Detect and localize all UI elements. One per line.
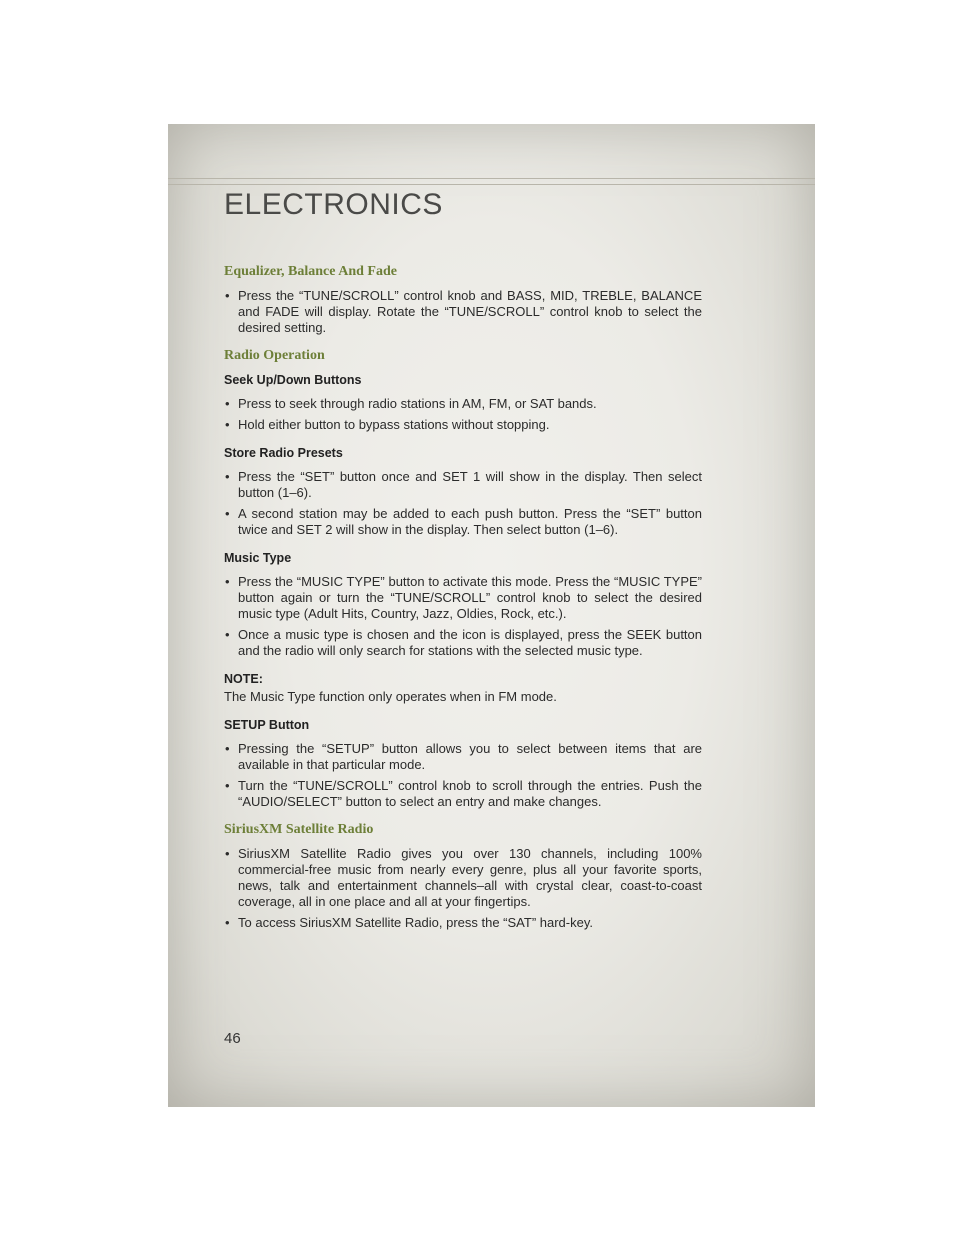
- note-block: [224, 671, 702, 705]
- page-number: 46: [224, 1030, 241, 1047]
- seek-list: [224, 396, 702, 433]
- list-item: • Pressing the “SETUP” button allows you to select between items that are available in that particular mode.: [224, 741, 702, 773]
- list-item: • A second station may be added to each push button. Press the “SET” button twice and SET 2 will show in the display. Then select button (1–6).: [224, 506, 702, 538]
- list-item: • Press the “MUSIC TYPE” button to activate this mode. Press the “MUSIC TYPE” button again or turn the “TUNE/SCROLL” control knob to select the desired music type (Adult Hits, Country, Jazz, Oldies, Rock, etc.).: [224, 574, 702, 622]
- note-label: NOTE:: [224, 672, 263, 686]
- page-title: ELECTRONICS: [224, 188, 443, 221]
- list-item: • Turn the “TUNE/SCROLL” control knob to scroll through the entries. Push the “AUDIO/SELECT” button to select an entry and make changes.: [224, 778, 702, 810]
- music-type-list: [224, 574, 702, 659]
- equalizer-list: [224, 288, 702, 336]
- header-rule-top: [168, 178, 815, 179]
- sub-heading-seek: Seek Up/Down Buttons: [224, 373, 362, 387]
- list-item: • SiriusXM Satellite Radio gives you over 130 channels, including 100% commercial-free music from nearly every genre, plus all your favorite sports, news, talk and entertainment channels–all with crystal clear, coast-to-coast coverage, all in one place and all at your fingertips.: [224, 846, 702, 910]
- siriusxm-list: [224, 846, 702, 931]
- setup-list: [224, 741, 702, 810]
- list-item: • To access SiriusXM Satellite Radio, press the “SAT” hard-key.: [224, 915, 702, 931]
- note-text: The Music Type function only operates when in FM mode.: [224, 689, 557, 704]
- sub-heading-music-type: Music Type: [224, 551, 292, 565]
- section-heading-radio-operation: Radio Operation: [224, 348, 325, 363]
- sub-heading-setup: SETUP Button: [224, 718, 310, 732]
- list-item: • Once a music type is chosen and the icon is displayed, press the SEEK button and the radio will only search for stations with the selected music type.: [224, 627, 702, 659]
- section-heading-siriusxm: SiriusXM Satellite Radio: [224, 822, 374, 837]
- list-item: • Press the “TUNE/SCROLL” control knob and BASS, MID, TREBLE, BALANCE and FADE will display. Rotate the “TUNE/SCROLL” control knob to select the desired setting.: [224, 288, 702, 336]
- sub-heading-presets: Store Radio Presets: [224, 446, 343, 460]
- list-item: • Press the “SET” button once and SET 1 will show in the display. Then select button (1–6).: [224, 469, 702, 501]
- presets-list: [224, 469, 702, 538]
- header-rule-bottom: [168, 184, 815, 185]
- list-item: • Press to seek through radio stations in AM, FM, or SAT bands.: [224, 396, 702, 412]
- manual-page: [168, 124, 815, 1107]
- section-heading-equalizer: Equalizer, Balance And Fade: [224, 264, 397, 279]
- page-content: [224, 264, 702, 936]
- list-item: • Hold either button to bypass stations without stopping.: [224, 417, 702, 433]
